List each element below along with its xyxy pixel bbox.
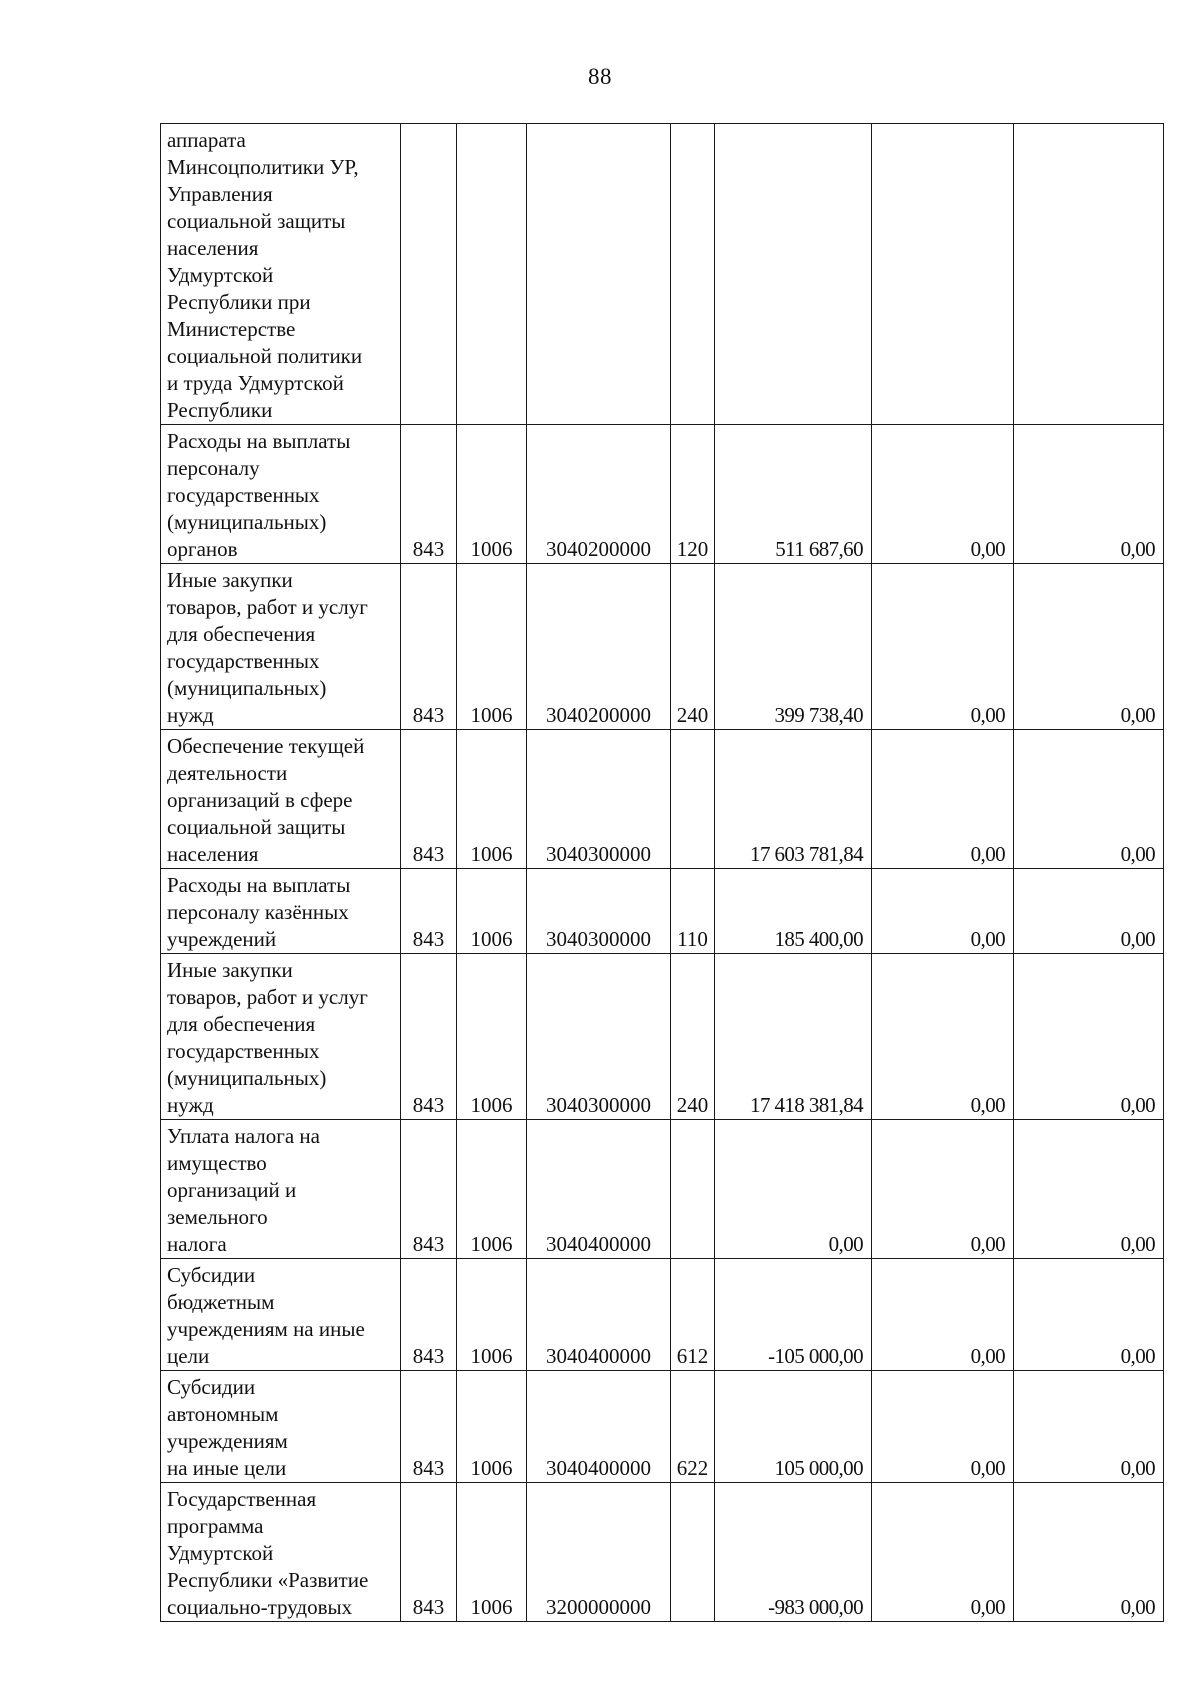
- amount-cell-3: [1014, 1483, 1164, 1622]
- expense-type-cell-text: 612: [676, 1344, 709, 1368]
- amount-cell-2: [872, 1483, 1014, 1622]
- amount-cell-3: [1014, 1120, 1164, 1259]
- amount-cell-3: [1014, 1259, 1164, 1371]
- ministry-code-cell-text: 843: [412, 703, 445, 727]
- ministry-code-cell-text: 843: [412, 842, 445, 866]
- ministry-code-cell: [401, 730, 457, 869]
- section-code-cell-text: 1006: [470, 927, 513, 951]
- ministry-code-cell-text: 843: [412, 1344, 445, 1368]
- amount-cell-2-text: 0,00: [970, 1595, 1005, 1619]
- section-code-cell: [457, 1371, 527, 1483]
- row-name-cell: [161, 869, 401, 954]
- amount-cell-1: [715, 1483, 872, 1622]
- amount-cell-1-text: 105 000,00: [774, 1456, 863, 1480]
- target-article-cell-text: 3040400000: [546, 1344, 651, 1368]
- amount-cell-1: [715, 124, 872, 425]
- amount-cell-2: [872, 564, 1014, 730]
- amount-cell-3: [1014, 730, 1164, 869]
- ministry-code-cell-text: 843: [412, 1595, 445, 1619]
- ministry-code-cell-text: 843: [412, 1456, 445, 1480]
- amount-cell-2-text: 0,00: [970, 703, 1005, 727]
- expense-type-cell: [671, 1259, 715, 1371]
- row-name-cell: [161, 1371, 401, 1483]
- budget-table: [160, 123, 1164, 1622]
- expense-type-cell-text: 622: [676, 1456, 709, 1480]
- amount-cell-2-text: 0,00: [970, 927, 1005, 951]
- target-article-cell-text: 3200000000: [546, 1595, 651, 1619]
- section-code-cell-text: 1006: [470, 1232, 513, 1256]
- ministry-code-cell-text: 843: [412, 1093, 445, 1117]
- table-row: [161, 954, 1164, 1120]
- table-row: [161, 564, 1164, 730]
- section-code-cell: [457, 730, 527, 869]
- ministry-code-cell: [401, 1371, 457, 1483]
- row-name-cell: [161, 954, 401, 1120]
- section-code-cell: [457, 564, 527, 730]
- section-code-cell-text: 1006: [470, 1093, 513, 1117]
- expense-type-cell: [671, 124, 715, 425]
- row-name-cell-text: Иные закупки товаров, работ и услуг для обеспечения государственных (муниципальных) нужд: [167, 958, 368, 1117]
- target-article-cell: [527, 730, 671, 869]
- row-name-cell-text: Субсидии автономным учреждениям на иные цели: [167, 1375, 288, 1480]
- row-name-cell-text: Расходы на выплаты персоналу государственных (муниципальных) органов: [167, 429, 351, 561]
- expense-type-cell: [671, 1483, 715, 1622]
- target-article-cell-text: 3040300000: [546, 1093, 651, 1117]
- section-code-cell: [457, 1483, 527, 1622]
- section-code-cell-text: 1006: [470, 703, 513, 727]
- target-article-cell: [527, 425, 671, 564]
- target-article-cell-text: 3040200000: [546, 703, 651, 727]
- amount-cell-2: [872, 954, 1014, 1120]
- amount-cell-2: [872, 425, 1014, 564]
- row-name-cell: [161, 425, 401, 564]
- target-article-cell-text: 3040200000: [546, 537, 651, 561]
- row-name-cell: [161, 1259, 401, 1371]
- expense-type-cell-text: 240: [676, 1093, 709, 1117]
- amount-cell-3-text: 0,00: [1120, 1093, 1155, 1117]
- amount-cell-2: [872, 1259, 1014, 1371]
- amount-cell-3: [1014, 869, 1164, 954]
- ministry-code-cell: [401, 1259, 457, 1371]
- ministry-code-cell: [401, 1483, 457, 1622]
- amount-cell-3: [1014, 564, 1164, 730]
- table-row: [161, 1120, 1164, 1259]
- row-name-cell: [161, 1120, 401, 1259]
- section-code-cell: [457, 869, 527, 954]
- expense-type-cell-text: 120: [676, 537, 709, 561]
- amount-cell-1: [715, 1371, 872, 1483]
- section-code-cell: [457, 1259, 527, 1371]
- amount-cell-1-text: 17 603 781,84: [750, 842, 863, 866]
- amount-cell-2-text: 0,00: [970, 842, 1005, 866]
- ministry-code-cell: [401, 124, 457, 425]
- section-code-cell: [457, 124, 527, 425]
- amount-cell-1: [715, 425, 872, 564]
- target-article-cell-text: 3040300000: [546, 927, 651, 951]
- amount-cell-1-text: 399 738,40: [774, 703, 863, 727]
- page-number: 88: [588, 64, 612, 89]
- ministry-code-cell: [401, 425, 457, 564]
- expense-type-cell-text: 110: [677, 927, 708, 951]
- amount-cell-1-text: 185 400,00: [774, 927, 863, 951]
- row-name-cell: [161, 730, 401, 869]
- amount-cell-3-text: 0,00: [1120, 1232, 1155, 1256]
- amount-cell-2: [872, 869, 1014, 954]
- table-row: [161, 730, 1164, 869]
- ministry-code-cell: [401, 869, 457, 954]
- ministry-code-cell: [401, 564, 457, 730]
- target-article-cell-text: 3040300000: [546, 842, 651, 866]
- section-code-cell-text: 1006: [470, 1595, 513, 1619]
- section-code-cell-text: 1006: [470, 537, 513, 561]
- amount-cell-2-text: 0,00: [970, 537, 1005, 561]
- table-row: [161, 1259, 1164, 1371]
- row-name-cell-text: Иные закупки товаров, работ и услуг для обеспечения государственных (муниципальных) нужд: [167, 568, 368, 727]
- expense-type-cell: [671, 425, 715, 564]
- expense-type-cell-text: 240: [676, 703, 709, 727]
- table-row: [161, 1483, 1164, 1622]
- target-article-cell: [527, 1120, 671, 1259]
- row-name-cell: [161, 1483, 401, 1622]
- amount-cell-2: [872, 1371, 1014, 1483]
- target-article-cell: [527, 954, 671, 1120]
- row-name-cell: [161, 564, 401, 730]
- amount-cell-3-text: 0,00: [1120, 927, 1155, 951]
- amount-cell-3-text: 0,00: [1120, 1456, 1155, 1480]
- expense-type-cell: [671, 564, 715, 730]
- section-code-cell-text: 1006: [470, 1456, 513, 1480]
- amount-cell-2: [872, 730, 1014, 869]
- ministry-code-cell-text: 843: [412, 537, 445, 561]
- ministry-code-cell: [401, 1120, 457, 1259]
- section-code-cell-text: 1006: [470, 1344, 513, 1368]
- table-row: [161, 1371, 1164, 1483]
- table-row: [161, 425, 1164, 564]
- amount-cell-1-text: -105 000,00: [768, 1344, 863, 1368]
- amount-cell-3: [1014, 1371, 1164, 1483]
- expense-type-cell: [671, 1371, 715, 1483]
- amount-cell-2-text: 0,00: [970, 1344, 1005, 1368]
- amount-cell-3: [1014, 124, 1164, 425]
- amount-cell-3-text: 0,00: [1120, 1344, 1155, 1368]
- amount-cell-2-text: 0,00: [970, 1093, 1005, 1117]
- expense-type-cell: [671, 954, 715, 1120]
- target-article-cell: [527, 1371, 671, 1483]
- expense-type-cell: [671, 869, 715, 954]
- amount-cell-2: [872, 124, 1014, 425]
- amount-cell-1: [715, 730, 872, 869]
- amount-cell-1-text: 0,00: [828, 1232, 863, 1256]
- amount-cell-1-text: 17 418 381,84: [750, 1093, 863, 1117]
- amount-cell-2-text: 0,00: [970, 1456, 1005, 1480]
- row-name-cell-text: Обеспечение текущей деятельности организаций в сфере социальной защиты населения: [167, 734, 365, 866]
- amount-cell-1: [715, 1120, 872, 1259]
- target-article-cell: [527, 124, 671, 425]
- target-article-cell-text: 3040400000: [546, 1456, 651, 1480]
- amount-cell-2-text: 0,00: [970, 1232, 1005, 1256]
- amount-cell-3-text: 0,00: [1120, 1595, 1155, 1619]
- table-row: [161, 124, 1164, 425]
- amount-cell-3-text: 0,00: [1120, 703, 1155, 727]
- row-name-cell-text: Государственная программа Удмуртской Республики «Развитие социально-трудовых: [167, 1487, 369, 1619]
- target-article-cell: [527, 1483, 671, 1622]
- ministry-code-cell-text: 843: [412, 1232, 445, 1256]
- amount-cell-1: [715, 564, 872, 730]
- amount-cell-3-text: 0,00: [1120, 537, 1155, 561]
- amount-cell-3: [1014, 425, 1164, 564]
- table-body: [161, 124, 1164, 1622]
- row-name-cell-text: Субсидии бюджетным учреждениям на иные цели: [167, 1263, 365, 1368]
- section-code-cell-text: 1006: [470, 842, 513, 866]
- section-code-cell: [457, 425, 527, 564]
- ministry-code-cell: [401, 954, 457, 1120]
- expense-type-cell: [671, 730, 715, 869]
- target-article-cell-text: 3040400000: [546, 1232, 651, 1256]
- amount-cell-2: [872, 1120, 1014, 1259]
- target-article-cell: [527, 564, 671, 730]
- table-row: [161, 869, 1164, 954]
- row-name-cell: [161, 124, 401, 425]
- amount-cell-1: [715, 1259, 872, 1371]
- amount-cell-1: [715, 954, 872, 1120]
- amount-cell-1: [715, 869, 872, 954]
- row-name-cell-text: Уплата налога на имущество организаций и земельного налога: [167, 1124, 320, 1256]
- section-code-cell: [457, 954, 527, 1120]
- amount-cell-3: [1014, 954, 1164, 1120]
- row-name-cell-text: Расходы на выплаты персоналу казённых учреждений: [167, 873, 351, 951]
- amount-cell-1-text: 511 687,60: [775, 537, 863, 561]
- row-name-cell-text: аппарата Минсоцполитики УР, Управления социальной защиты населения Удмуртской Республики при Министерстве социальной политики и труда Удмуртской Республики: [167, 128, 363, 422]
- expense-type-cell: [671, 1120, 715, 1259]
- target-article-cell: [527, 869, 671, 954]
- amount-cell-3-text: 0,00: [1120, 842, 1155, 866]
- target-article-cell: [527, 1259, 671, 1371]
- amount-cell-1-text: -983 000,00: [768, 1595, 863, 1619]
- ministry-code-cell-text: 843: [412, 927, 445, 951]
- section-code-cell: [457, 1120, 527, 1259]
